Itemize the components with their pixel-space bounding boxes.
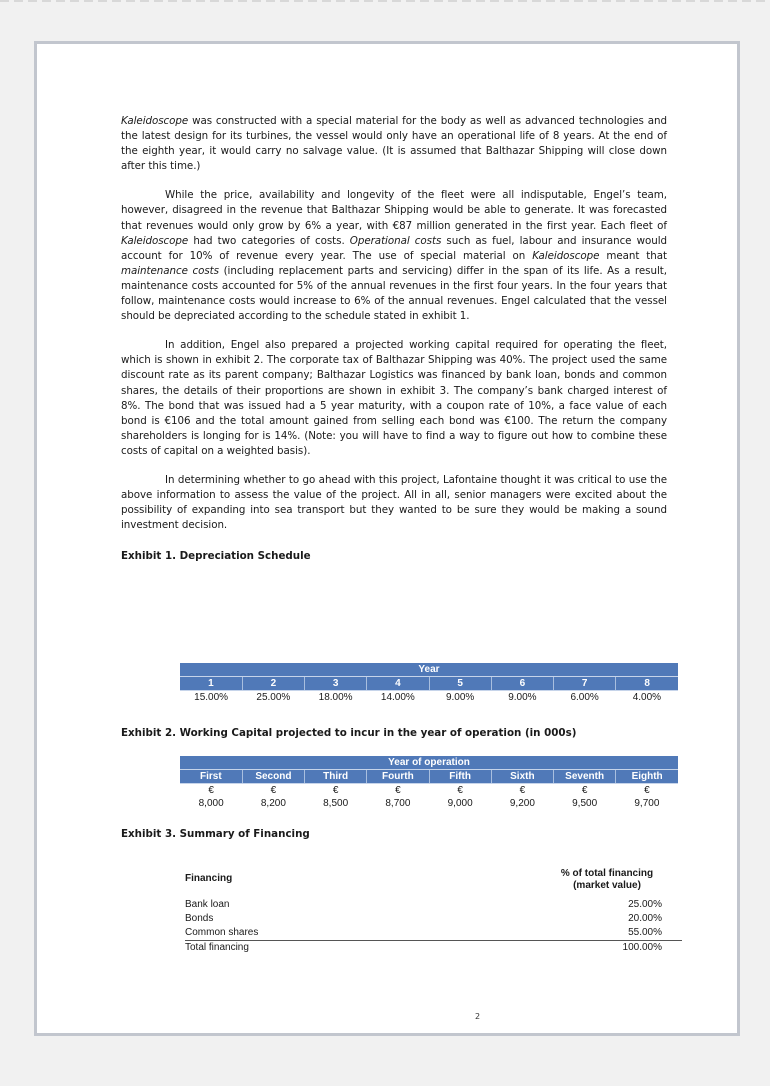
- table-row: [185, 926, 682, 940]
- year-column-header: Eighth: [616, 770, 678, 784]
- table-row: [185, 912, 682, 926]
- year-column-header: Sixth: [491, 770, 553, 784]
- table-row: [180, 784, 678, 798]
- top-dashed-divider: [0, 0, 770, 2]
- table-row: [185, 898, 682, 912]
- currency-symbol-cell: €: [332, 785, 339, 796]
- depreciation-rate-cell: 14.00%: [380, 692, 415, 703]
- row-label: Common shares: [185, 927, 259, 938]
- paragraph-4: In determining whether to go ahead with this project, Lafontaine thought it was critical to use the above information to assess the value of the project. All in all, senior managers were excited about the possibility of expanding into sea transport but they wanted to be sure they would be making a sound investment decision.: [121, 473, 667, 532]
- working-capital-cell: 9,000: [447, 798, 473, 809]
- year-column-header: 3: [305, 677, 367, 691]
- financing-column-header: Financing: [185, 873, 233, 884]
- row-label: Total financing: [185, 942, 249, 953]
- table-row: [180, 691, 678, 705]
- exhibit-1-title: Exhibit 1. Depreciation Schedule: [121, 550, 311, 563]
- currency-symbol-cell: €: [208, 785, 214, 796]
- paragraph-1: Kaleidoscope was constructed with a special material for the body as well as advanced technologies and the latest design for its turbines, the vessel would only have an operational life of 8 years. At the end of the eighth year, it would carry no salvage value. (It is assumed that Balthazar Shipping will close down after this time.): [121, 115, 667, 173]
- working-capital-cell: 9,200: [509, 798, 535, 809]
- year-column-header: 8: [616, 677, 678, 691]
- depreciation-rate-cell: 9.00%: [508, 692, 537, 703]
- row-value: 100.00%: [622, 942, 662, 953]
- working-capital-cell: 8,700: [385, 798, 411, 809]
- row-value: 55.00%: [628, 927, 662, 938]
- currency-symbol-cell: €: [519, 785, 526, 796]
- working-capital-table: [180, 756, 678, 810]
- working-capital-cell: 9,700: [634, 798, 660, 809]
- year-column-header: Fifth: [429, 770, 491, 784]
- year-of-operation-group-header: Year of operation: [180, 756, 678, 770]
- currency-symbol-cell: €: [644, 785, 650, 796]
- year-column-header: Fourth: [367, 770, 429, 784]
- year-column-header: 4: [367, 677, 429, 691]
- paragraph-2: While the price, availability and longevity of the fleet were all indisputable, Engel’s team, however, disagreed in the revenue that Balthazar Shipping would be able to generate. It was forecasted that revenues would only grow by 6% a year, with €87 million generated in the first year. Each fleet of Kaleidoscope had two categories of costs. Operational costs such as fuel, labour and insurance would account for 10% of revenue every year. The use of special material on Kaleidoscope meant that maintenance costs (including replacement parts and servicing) differ in the span of its life. As a result, maintenance costs accounted for 5% of the annual revenues in the first four years. In the four years that follow, maintenance costs would increase to 6% of the annual revenues. Engel calculated that the vessel should be depreciated according to the schedule stated in exhibit 1.: [121, 189, 667, 323]
- currency-symbol-cell: €: [457, 785, 463, 796]
- row-label: Bank loan: [185, 899, 230, 910]
- table-row: [180, 797, 678, 810]
- depreciation-rate-cell: 18.00%: [318, 692, 353, 703]
- page-number: 2: [475, 1012, 481, 1021]
- paragraph-3: In addition, Engel also prepared a projected working capital required for operating the fleet, which is shown in exhibit 2. The corporate tax of Balthazar Shipping was 40%. The project used the same discount rate as its parent company; Balthazar Logistics was financed by bank loan, bonds and common shares, the details of their proportions are shown in exhibit 3. The company’s bank charged interest of 8%. The bond that was issued had a 5 year maturity, with a coupon rate of 10%, a face value of each bond is €106 and the total amount gained from selling each bond was €100. The return the company shareholders is longing for is 14%. (Note: you will have to find a way to figure out how to combine these costs of capital on a weighted basis).: [121, 339, 667, 457]
- row-value: 25.00%: [628, 899, 662, 910]
- page-content: [121, 114, 667, 1021]
- financing-table-header: [185, 862, 682, 892]
- year-column-header: Third: [305, 770, 367, 784]
- working-capital-cell: 8,200: [260, 798, 286, 809]
- year-column-header: 2: [242, 677, 304, 691]
- percent-column-header: % of total financing (market value): [560, 868, 654, 891]
- year-column-header: 1: [180, 677, 242, 691]
- depreciation-rate-cell: 9.00%: [445, 692, 475, 703]
- depreciation-schedule-table: [180, 663, 678, 704]
- working-capital-cell: 9,500: [572, 798, 598, 809]
- year-column-header: Second: [242, 770, 304, 784]
- year-column-header: Seventh: [554, 770, 616, 784]
- depreciation-rate-cell: 4.00%: [632, 692, 662, 703]
- document-page: [34, 41, 740, 1036]
- depreciation-rate-cell: 15.00%: [194, 692, 229, 703]
- depreciation-rate-cell: 25.00%: [256, 692, 291, 703]
- exhibit-3-title: Exhibit 3. Summary of Financing: [121, 828, 310, 840]
- total-financing-row: [185, 940, 682, 955]
- currency-symbol-cell: €: [581, 785, 588, 796]
- financing-summary-table: [185, 862, 682, 955]
- row-value: 20.00%: [628, 913, 662, 924]
- year-group-header: Year: [180, 663, 678, 677]
- depreciation-rate-cell: 6.00%: [570, 692, 599, 703]
- working-capital-cell: 8,000: [198, 798, 224, 809]
- working-capital-cell: 8,500: [323, 798, 349, 809]
- currency-symbol-cell: €: [395, 785, 401, 796]
- row-label: Bonds: [185, 913, 214, 924]
- currency-symbol-cell: €: [270, 785, 277, 796]
- year-column-header: 7: [554, 677, 616, 691]
- year-column-header: First: [180, 770, 242, 784]
- year-column-header: 6: [491, 677, 553, 691]
- exhibit-2-title: Exhibit 2. Working Capital projected to incur in the year of operation (in 000s): [121, 727, 577, 739]
- year-column-header: 5: [429, 677, 491, 691]
